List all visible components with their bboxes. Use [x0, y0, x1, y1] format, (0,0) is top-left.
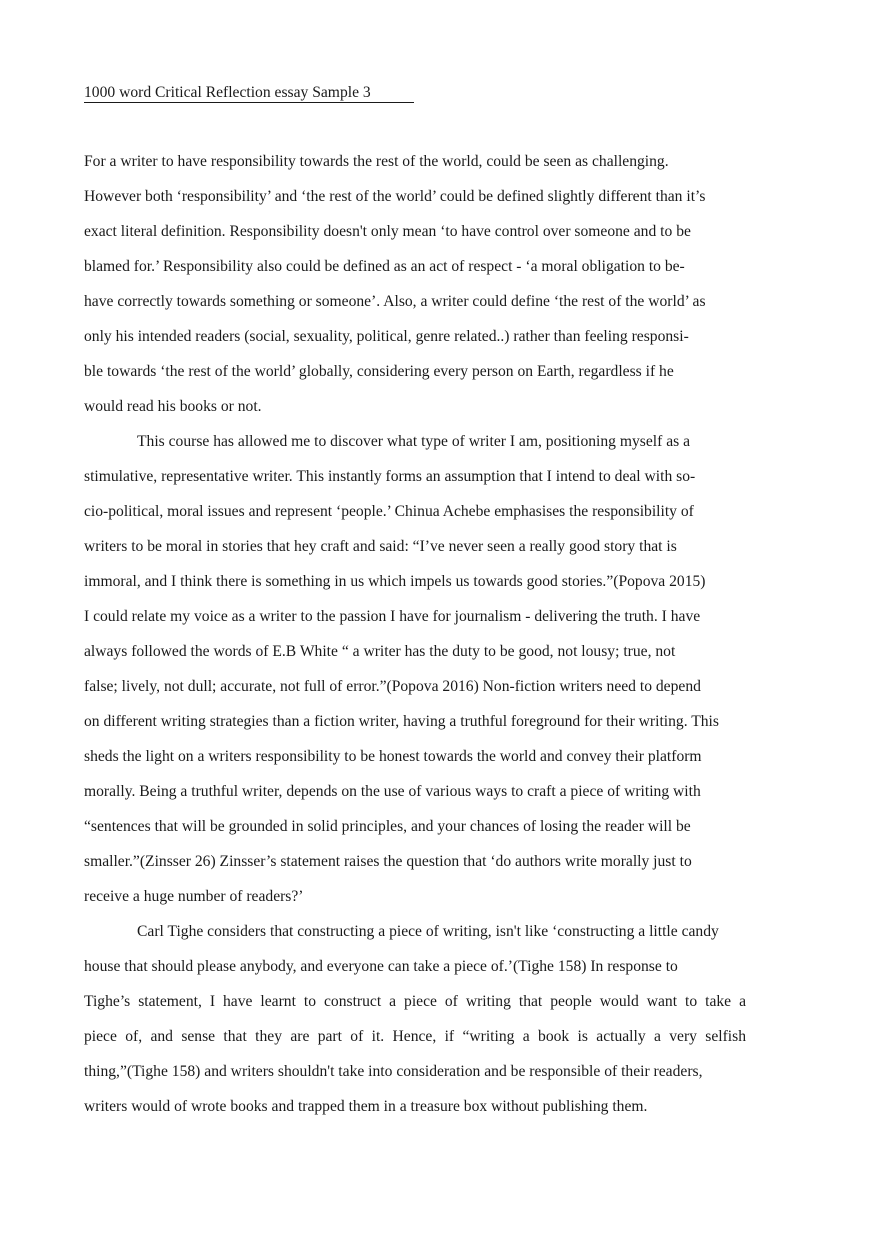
essay-title: 1000 word Critical Reflection essay Sample 3	[84, 84, 414, 103]
essay-line: writers to be moral in stories that hey craft and said: “I’ve never seen a really good story that is	[84, 538, 677, 555]
essay-line: “sentences that will be grounded in solid principles, and your chances of losing the reader will be	[84, 818, 691, 835]
essay-line: smaller.”(Zinsser 26) Zinsser’s statement raises the question that ‘do authors write morally just to	[84, 853, 692, 870]
essay-line: stimulative, representative writer. This instantly forms an assumption that I intend to deal with so-	[84, 468, 696, 485]
essay-line: For a writer to have responsibility towards the rest of the world, could be seen as challenging.	[84, 153, 669, 170]
essay-line: would read his books or not.	[84, 398, 262, 415]
essay-line: Tighe’s statement, I have learnt to construct a piece of writing that people would want to take a	[84, 993, 746, 1010]
essay-line: This course has allowed me to discover what type of writer I am, positioning myself as a	[137, 433, 691, 450]
essay-line: immoral, and I think there is something in us which impels us towards good stories.”(Popova 2015)	[84, 573, 706, 590]
essay-line: sheds the light on a writers responsibility to be honest towards the world and convey their platform	[84, 748, 702, 765]
essay-line: receive a huge number of readers?’	[84, 888, 304, 905]
essay-line: I could relate my voice as a writer to the passion I have for journalism - delivering the truth. I have	[84, 608, 701, 625]
essay-line: thing,”(Tighe 158) and writers shouldn't take into consideration and be responsible of their readers,	[84, 1063, 703, 1080]
essay-line: always followed the words of E.B White “ a writer has the duty to be good, not lousy; true, not	[84, 643, 676, 660]
essay-line: house that should please anybody, and everyone can take a piece of.’(Tighe 158) In response to	[84, 958, 678, 975]
essay-line: on different writing strategies than a fiction writer, having a truthful foreground for their writing. This	[84, 713, 719, 730]
essay-line: writers would of wrote books and trapped them in a treasure box without publishing them.	[84, 1098, 648, 1115]
essay-line: Carl Tighe considers that constructing a piece of writing, isn't like ‘constructing a little candy	[137, 923, 719, 940]
essay-line: morally. Being a truthful writer, depends on the use of various ways to craft a piece of writing with	[84, 783, 701, 800]
essay-line: have correctly towards something or someone’. Also, a writer could define ‘the rest of the world’ as	[84, 293, 706, 310]
essay-line: only his intended readers (social, sexuality, political, genre related..) rather than feeling responsi-	[84, 328, 689, 345]
essay-line: false; lively, not dull; accurate, not full of error.”(Popova 2016) Non-fiction writers need to depend	[84, 678, 701, 695]
essay-line: piece of, and sense that they are part of it. Hence, if “writing a book is actually a very selfish	[84, 1028, 746, 1045]
essay-line: exact literal definition. Responsibility doesn't only mean ‘to have control over someone and to be	[84, 223, 691, 240]
essay-line: cio-political, moral issues and represent ‘people.’ Chinua Achebe emphasises the responsibility of	[84, 503, 694, 520]
essay-line: ble towards ‘the rest of the world’ globally, considering every person on Earth, regardless if he	[84, 363, 674, 380]
essay-line: However both ‘responsibility’ and ‘the rest of the world’ could be defined slightly different than it’s	[84, 188, 706, 205]
essay-line: blamed for.’ Responsibility also could be defined as an act of respect - ‘a moral obligation to be-	[84, 258, 685, 275]
